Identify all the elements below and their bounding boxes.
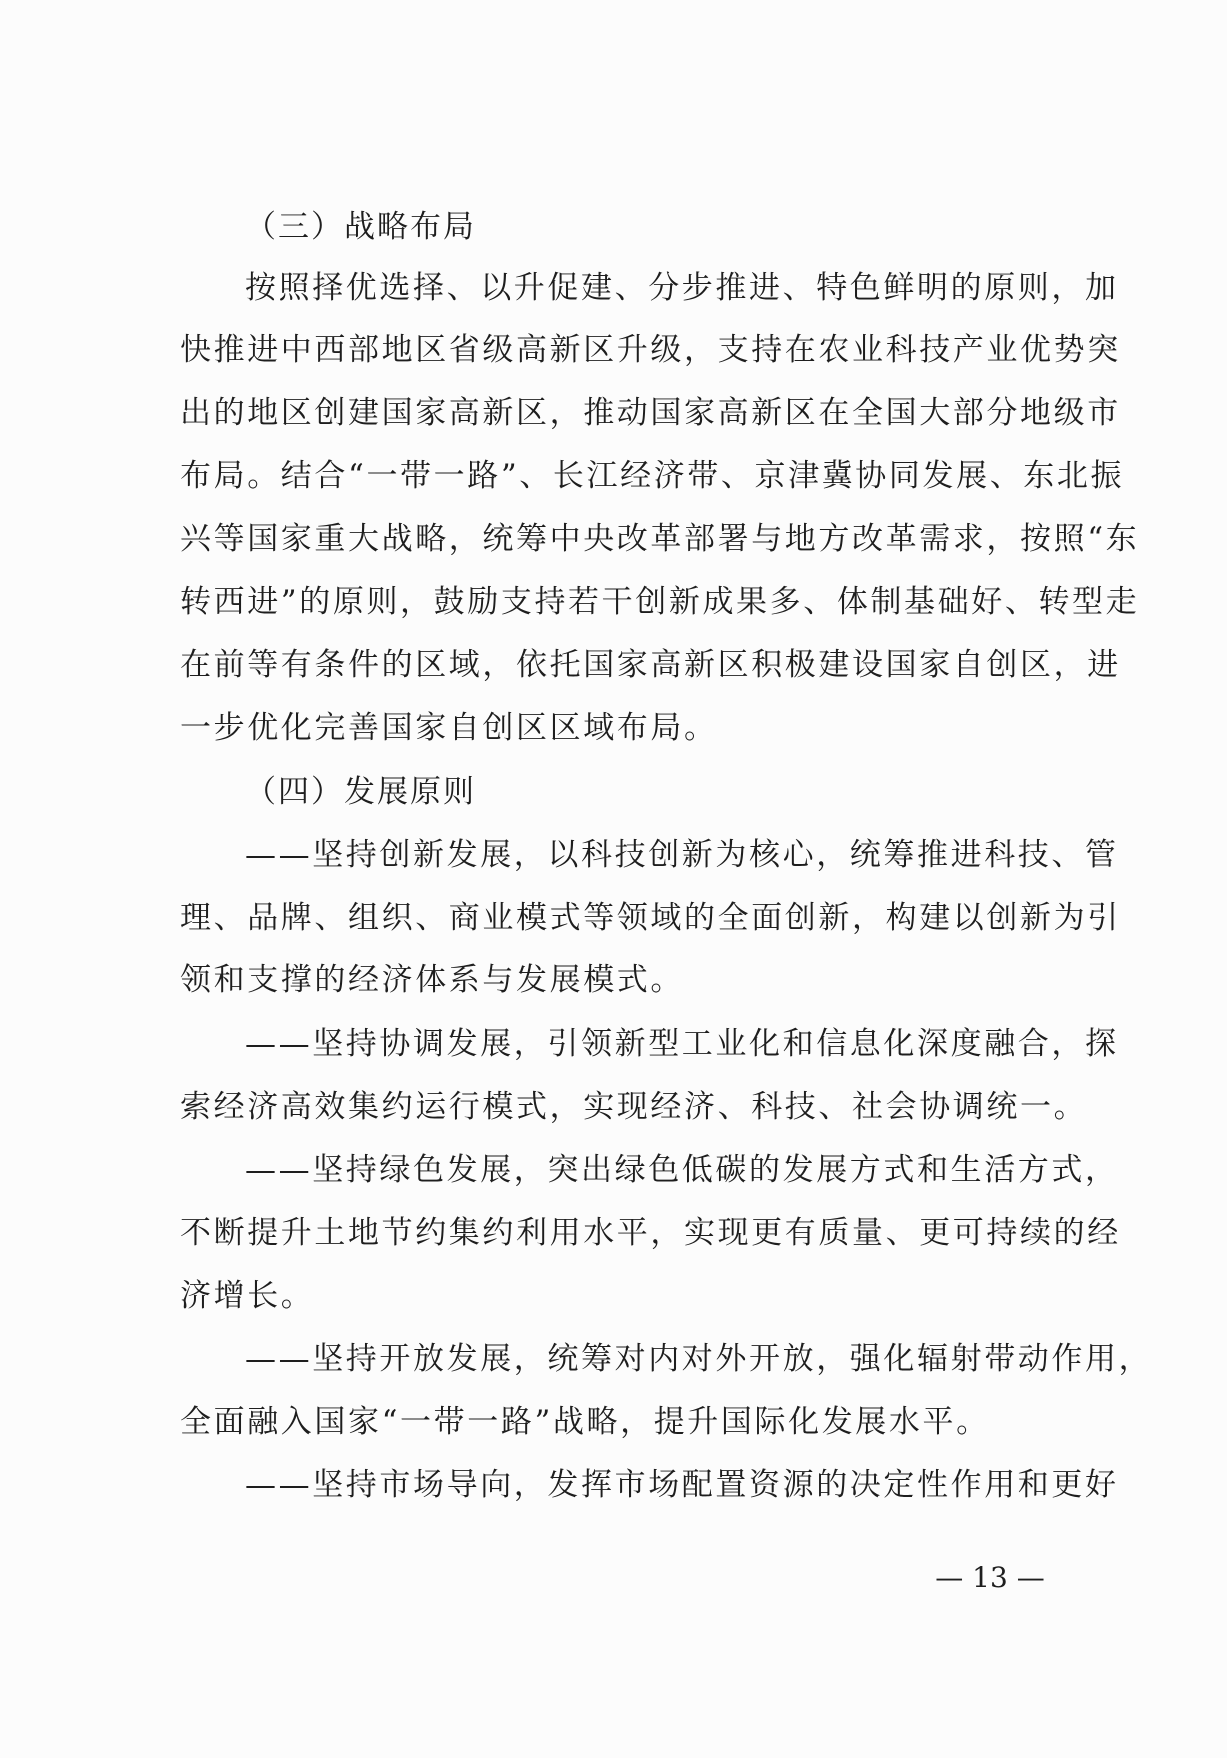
paragraph-line: 按照择优选择、以升促建、分步推进、特色鲜明的原则，加 [245, 270, 1119, 306]
principle-line: ——坚持市场导向，发挥市场配置资源的决定性作用和更好 [245, 1467, 1119, 1503]
paragraph-line: 理、品牌、组织、商业模式等领域的全面创新，构建以创新为引 [180, 900, 1121, 936]
principle-line: ——坚持创新发展，以科技创新为核心，统筹推进科技、管 [245, 837, 1119, 873]
paragraph-line: 布局。结合“一带一路”、长江经济带、京津冀协同发展、东北振 [180, 458, 1125, 494]
paragraph-line: 快推进中西部地区省级高新区升级，支持在农业科技产业优势突 [180, 332, 1121, 368]
principle-line: ——坚持协调发展，引领新型工业化和信息化深度融合，探 [245, 1026, 1119, 1062]
paragraph-line: 在前等有条件的区域，依托国家高新区积极建设国家自创区，进 [180, 647, 1121, 683]
paragraph-line: 出的地区创建国家高新区，推动国家高新区在全国大部分地级市 [180, 395, 1121, 431]
page-number: — 13 — [935, 1561, 1045, 1594]
paragraph-line: 领和支撑的经济体系与发展模式。 [180, 962, 684, 998]
paragraph-line: 转西进”的原则，鼓励支持若干创新成果多、体制基础好、转型走 [180, 584, 1140, 620]
section-heading-3: （三）战略布局 [245, 209, 476, 245]
paragraph-line: 索经济高效集约运行模式，实现经济、科技、社会协调统一。 [180, 1089, 1088, 1125]
section-heading-4: （四）发展原则 [245, 774, 476, 810]
paragraph-line: 济增长。 [180, 1278, 315, 1314]
paragraph-line: 一步优化完善国家自创区区域布局。 [180, 710, 718, 746]
principle-line: ——坚持绿色发展，突出绿色低碳的发展方式和生活方式， [245, 1152, 1119, 1188]
paragraph-line: 全面融入国家“一带一路”战略，提升国际化发展水平。 [180, 1404, 990, 1440]
paragraph-line: 兴等国家重大战略，统筹中央改革部署与地方改革需求，按照“东 [180, 521, 1140, 557]
paragraph-line: 不断提升土地节约集约利用水平，实现更有质量、更可持续的经 [180, 1215, 1121, 1251]
principle-line: ——坚持开放发展，统筹对内对外开放，强化辐射带动作用， [245, 1341, 1153, 1377]
